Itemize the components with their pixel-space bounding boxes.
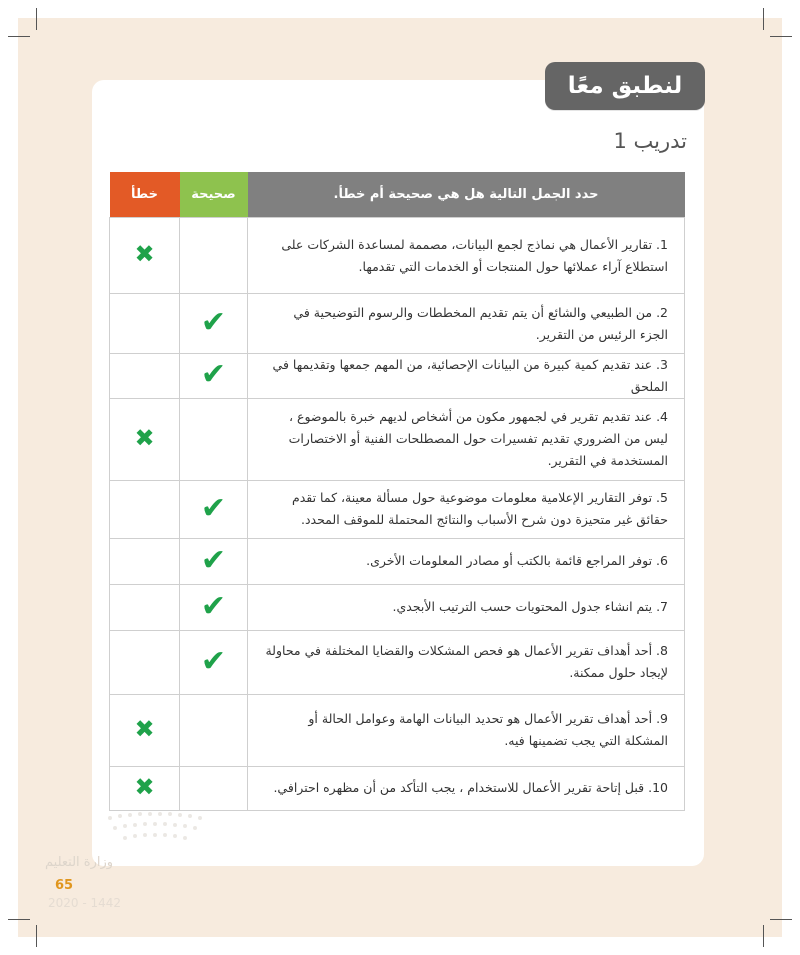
statement-cell: 9. أحد أهداف تقرير الأعمال هو تحديد البيانات الهامة وعوامل الحالة أو المشكلة التي يجب تضمينها فيه. [248, 694, 685, 766]
true-cell [180, 584, 248, 630]
exercise-title: تدريب 1 [613, 129, 687, 153]
false-cell [110, 218, 180, 294]
table-row [110, 398, 685, 480]
false-cell [110, 694, 180, 766]
table-row [110, 766, 685, 810]
statement-cell: 8. أحد أهداف تقرير الأعمال هو فحص المشكلات والقضايا المختلفة في محاولة لإيجاد حلول ممكنة. [248, 630, 685, 694]
check-icon: ✔ [200, 357, 227, 393]
false-cell [110, 354, 180, 399]
crop-mark [36, 8, 37, 30]
table-row [110, 480, 685, 538]
cross-icon: ✖ [134, 714, 155, 743]
cross-icon: ✖ [134, 423, 155, 452]
true-cell [180, 398, 248, 480]
true-cell [180, 218, 248, 294]
crop-mark [770, 36, 792, 37]
table-row [110, 354, 685, 399]
true-cell [180, 354, 248, 399]
true-cell [180, 766, 248, 810]
statement-cell: 2. من الطبيعي والشائع أن يتم تقديم المخططات والرسوم التوضيحية في الجزء الرئيس من التقرير. [248, 294, 685, 354]
edition-year: 2020 - 1442 [48, 896, 122, 910]
table-row [110, 630, 685, 694]
statement-cell: 4. عند تقديم تقرير في لجمهور مكون من أشخاص لديهم خبرة بالموضوع ، ليس من الضروري تقديم تفسيرات حول المصطلحات الفنية أو الاختصارات المستخدمة في التقرير. [248, 398, 685, 480]
table-header-row [110, 172, 685, 218]
false-cell [110, 766, 180, 810]
table-row [110, 294, 685, 354]
statement-cell: 3. عند تقديم كمية كبيرة من البيانات الإحصائية، من المهم جمعها وتقديمها في الملحق [248, 354, 685, 399]
section-banner: لنطبق معًا [545, 62, 705, 110]
question-header: حدد الجمل التالية هل هي صحيحة أم خطأ. [248, 172, 685, 218]
check-icon: ✔ [200, 643, 227, 679]
false-cell [110, 538, 180, 584]
statement-cell: 5. توفر التقارير الإعلامية معلومات موضوعية حول مسألة معينة، كما تقدم حقائق غير متحيزة دون شرح الأسباب والنتائج المحتملة للموقف المحدد. [248, 480, 685, 538]
table-row [110, 694, 685, 766]
cross-icon: ✖ [134, 772, 155, 801]
false-cell [110, 630, 180, 694]
table-row [110, 584, 685, 630]
watermark-dots [100, 808, 220, 848]
true-cell [180, 694, 248, 766]
crop-mark [763, 925, 764, 947]
statement-cell: 6. توفر المراجع قائمة بالكتب أو مصادر المعلومات الأخرى. [248, 538, 685, 584]
false-cell [110, 294, 180, 354]
check-icon: ✔ [200, 542, 227, 578]
crop-mark [770, 919, 792, 920]
true-false-table [109, 172, 685, 811]
true-header: صحيحة [180, 172, 248, 218]
false-cell [110, 398, 180, 480]
crop-mark [763, 8, 764, 30]
table-row [110, 218, 685, 294]
page-number: 65 [55, 878, 74, 893]
true-cell [180, 630, 248, 694]
check-icon: ✔ [200, 588, 227, 624]
table-row [110, 538, 685, 584]
false-header: خطأ [110, 172, 180, 218]
statement-cell: 7. يتم انشاء جدول المحتويات حسب الترتيب الأبجدي. [248, 584, 685, 630]
statement-cell: 10. قبل إتاحة تقرير الأعمال للاستخدام ، يجب التأكد من أن مظهره احترافي. [248, 766, 685, 810]
crop-mark [8, 36, 30, 37]
cross-icon: ✖ [134, 240, 155, 269]
false-cell [110, 584, 180, 630]
ministry-watermark: وزارة التعليم [45, 855, 114, 870]
false-cell [110, 480, 180, 538]
true-cell [180, 480, 248, 538]
statement-cell: 1. تقارير الأعمال هي نماذج لجمع البيانات، مصممة لمساعدة الشركات على استطلاع آراء عملائها حول المنتجات أو الخدمات التي تقدمها. [248, 218, 685, 294]
crop-mark [36, 925, 37, 947]
true-cell [180, 538, 248, 584]
check-icon: ✔ [200, 305, 227, 341]
check-icon: ✔ [200, 490, 227, 526]
true-cell [180, 294, 248, 354]
crop-mark [8, 919, 30, 920]
